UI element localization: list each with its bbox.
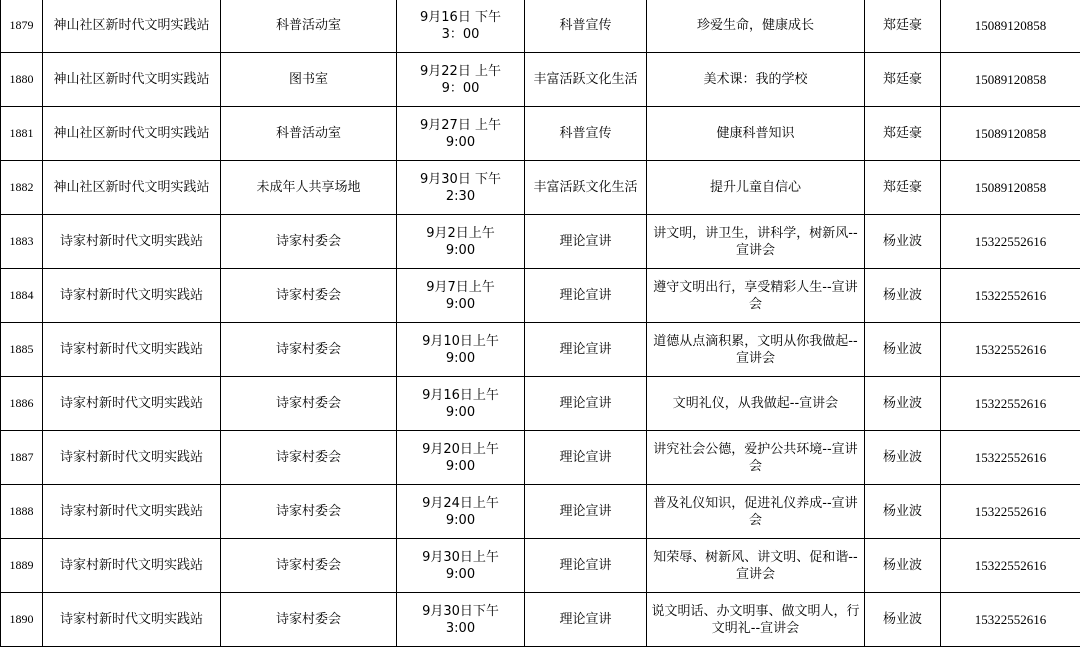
contact-cell: 杨业波	[865, 323, 941, 377]
time-date: 9月30日下午	[422, 603, 499, 619]
station-cell: 神山社区新时代文明实践站	[43, 53, 221, 107]
time-cell	[397, 377, 525, 431]
phone-cell: 15089120858	[941, 53, 1080, 107]
category-cell: 理论宣讲	[525, 377, 647, 431]
row-number: 1880	[1, 53, 43, 107]
station-cell: 诗家村新时代文明实践站	[43, 593, 221, 647]
venue-cell: 诗家村委会	[221, 431, 397, 485]
activity-cell: 遵守文明出行，享受精彩人生--宣讲会	[647, 269, 865, 323]
activity-cell: 讲文明，讲卫生，讲科学，树新风--宣讲会	[647, 215, 865, 269]
time-date: 9月22日 上午	[420, 63, 501, 79]
time-clock: 9:00	[445, 404, 476, 420]
venue-cell: 未成年人共享场地	[221, 161, 397, 215]
row-number: 1882	[1, 161, 43, 215]
time-cell	[397, 323, 525, 377]
time-clock: 3:00	[445, 620, 476, 636]
phone-cell: 15322552616	[941, 377, 1080, 431]
phone-cell: 15322552616	[941, 323, 1080, 377]
phone-cell: 15089120858	[941, 0, 1080, 53]
time-clock: 3：00	[441, 26, 480, 42]
venue-cell: 图书室	[221, 53, 397, 107]
activity-cell: 知荣辱、树新风、讲文明、促和谐--宣讲会	[647, 539, 865, 593]
phone-cell: 15089120858	[941, 161, 1080, 215]
phone-cell: 15322552616	[941, 539, 1080, 593]
category-cell: 科普宣传	[525, 107, 647, 161]
contact-cell: 杨业波	[865, 431, 941, 485]
activity-cell: 文明礼仪，从我做起--宣讲会	[647, 377, 865, 431]
row-number: 1890	[1, 593, 43, 647]
venue-cell: 诗家村委会	[221, 215, 397, 269]
time-clock: 9:00	[445, 512, 476, 528]
time-date: 9月27日 上午	[420, 117, 501, 133]
venue-cell: 诗家村委会	[221, 269, 397, 323]
row-number: 1881	[1, 107, 43, 161]
activity-cell: 珍爱生命，健康成长	[647, 0, 865, 53]
time-cell	[397, 485, 525, 539]
table-row	[1, 431, 1080, 485]
time-clock: 9:00	[445, 350, 476, 366]
time-cell	[397, 269, 525, 323]
phone-cell: 15322552616	[941, 431, 1080, 485]
activity-cell: 美术课：我的学校	[647, 53, 865, 107]
time-clock: 2:30	[445, 188, 476, 204]
time-date: 9月16日上午	[422, 387, 499, 403]
time-clock: 9:00	[445, 242, 476, 258]
category-cell: 科普宣传	[525, 0, 647, 53]
row-number: 1888	[1, 485, 43, 539]
table-row	[1, 377, 1080, 431]
table-row	[1, 161, 1080, 215]
time-clock: 9：00	[441, 80, 480, 96]
activity-cell: 讲究社会公德，爱护公共环境--宣讲会	[647, 431, 865, 485]
time-date: 9月24日上午	[422, 495, 499, 511]
table-row	[1, 593, 1080, 647]
time-date: 9月7日上午	[426, 279, 495, 295]
contact-cell: 杨业波	[865, 485, 941, 539]
station-cell: 神山社区新时代文明实践站	[43, 107, 221, 161]
station-cell: 诗家村新时代文明实践站	[43, 269, 221, 323]
time-cell	[397, 431, 525, 485]
table-row	[1, 53, 1080, 107]
time-cell	[397, 0, 525, 53]
time-cell	[397, 539, 525, 593]
contact-cell: 郑廷豪	[865, 53, 941, 107]
contact-cell: 杨业波	[865, 269, 941, 323]
table-row	[1, 539, 1080, 593]
category-cell: 理论宣讲	[525, 431, 647, 485]
venue-cell: 诗家村委会	[221, 593, 397, 647]
phone-cell: 15322552616	[941, 269, 1080, 323]
station-cell: 诗家村新时代文明实践站	[43, 215, 221, 269]
time-date: 9月2日上午	[426, 225, 495, 241]
time-date: 9月20日上午	[422, 441, 499, 457]
table-row	[1, 107, 1080, 161]
category-cell: 理论宣讲	[525, 323, 647, 377]
time-date: 9月10日上午	[422, 333, 499, 349]
contact-cell: 杨业波	[865, 593, 941, 647]
time-cell	[397, 107, 525, 161]
category-cell: 丰富活跃文化生活	[525, 161, 647, 215]
row-number: 1883	[1, 215, 43, 269]
station-cell: 诗家村新时代文明实践站	[43, 485, 221, 539]
station-cell: 诗家村新时代文明实践站	[43, 323, 221, 377]
contact-cell: 郑廷豪	[865, 107, 941, 161]
activity-cell: 提升儿童自信心	[647, 161, 865, 215]
row-number: 1887	[1, 431, 43, 485]
row-number: 1885	[1, 323, 43, 377]
time-clock: 9:00	[445, 134, 476, 150]
time-cell	[397, 215, 525, 269]
table-body	[1, 0, 1080, 647]
venue-cell: 科普活动室	[221, 107, 397, 161]
time-date: 9月30日上午	[422, 549, 499, 565]
category-cell: 理论宣讲	[525, 539, 647, 593]
table-row	[1, 215, 1080, 269]
time-clock: 9:00	[445, 458, 476, 474]
table-row	[1, 0, 1080, 53]
station-cell: 诗家村新时代文明实践站	[43, 377, 221, 431]
contact-cell: 郑廷豪	[865, 0, 941, 53]
venue-cell: 诗家村委会	[221, 539, 397, 593]
category-cell: 丰富活跃文化生活	[525, 53, 647, 107]
row-number: 1889	[1, 539, 43, 593]
venue-cell: 诗家村委会	[221, 485, 397, 539]
phone-cell: 15322552616	[941, 215, 1080, 269]
table-row	[1, 485, 1080, 539]
category-cell: 理论宣讲	[525, 269, 647, 323]
station-cell: 诗家村新时代文明实践站	[43, 539, 221, 593]
time-cell	[397, 53, 525, 107]
table-row	[1, 269, 1080, 323]
time-date: 9月30日 下午	[420, 171, 501, 187]
venue-cell: 诗家村委会	[221, 377, 397, 431]
time-cell	[397, 161, 525, 215]
time-clock: 9:00	[445, 296, 476, 312]
row-number: 1884	[1, 269, 43, 323]
activity-cell: 健康科普知识	[647, 107, 865, 161]
activity-cell: 道德从点滴积累，文明从你我做起--宣讲会	[647, 323, 865, 377]
contact-cell: 杨业波	[865, 539, 941, 593]
category-cell: 理论宣讲	[525, 593, 647, 647]
station-cell: 诗家村新时代文明实践站	[43, 431, 221, 485]
table-row	[1, 323, 1080, 377]
category-cell: 理论宣讲	[525, 485, 647, 539]
row-number: 1879	[1, 0, 43, 53]
phone-cell: 15089120858	[941, 107, 1080, 161]
category-cell: 理论宣讲	[525, 215, 647, 269]
activity-cell: 普及礼仪知识，促进礼仪养成--宣讲会	[647, 485, 865, 539]
time-cell	[397, 593, 525, 647]
phone-cell: 15322552616	[941, 485, 1080, 539]
row-number: 1886	[1, 377, 43, 431]
time-date: 9月16日 下午	[420, 9, 501, 25]
venue-cell: 科普活动室	[221, 0, 397, 53]
station-cell: 神山社区新时代文明实践站	[43, 0, 221, 53]
activity-cell: 说文明话、办文明事、做文明人，行文明礼--宣讲会	[647, 593, 865, 647]
time-clock: 9:00	[445, 566, 476, 582]
station-cell: 神山社区新时代文明实践站	[43, 161, 221, 215]
venue-cell: 诗家村委会	[221, 323, 397, 377]
phone-cell: 15322552616	[941, 593, 1080, 647]
contact-cell: 杨业波	[865, 377, 941, 431]
contact-cell: 郑廷豪	[865, 161, 941, 215]
contact-cell: 杨业波	[865, 215, 941, 269]
